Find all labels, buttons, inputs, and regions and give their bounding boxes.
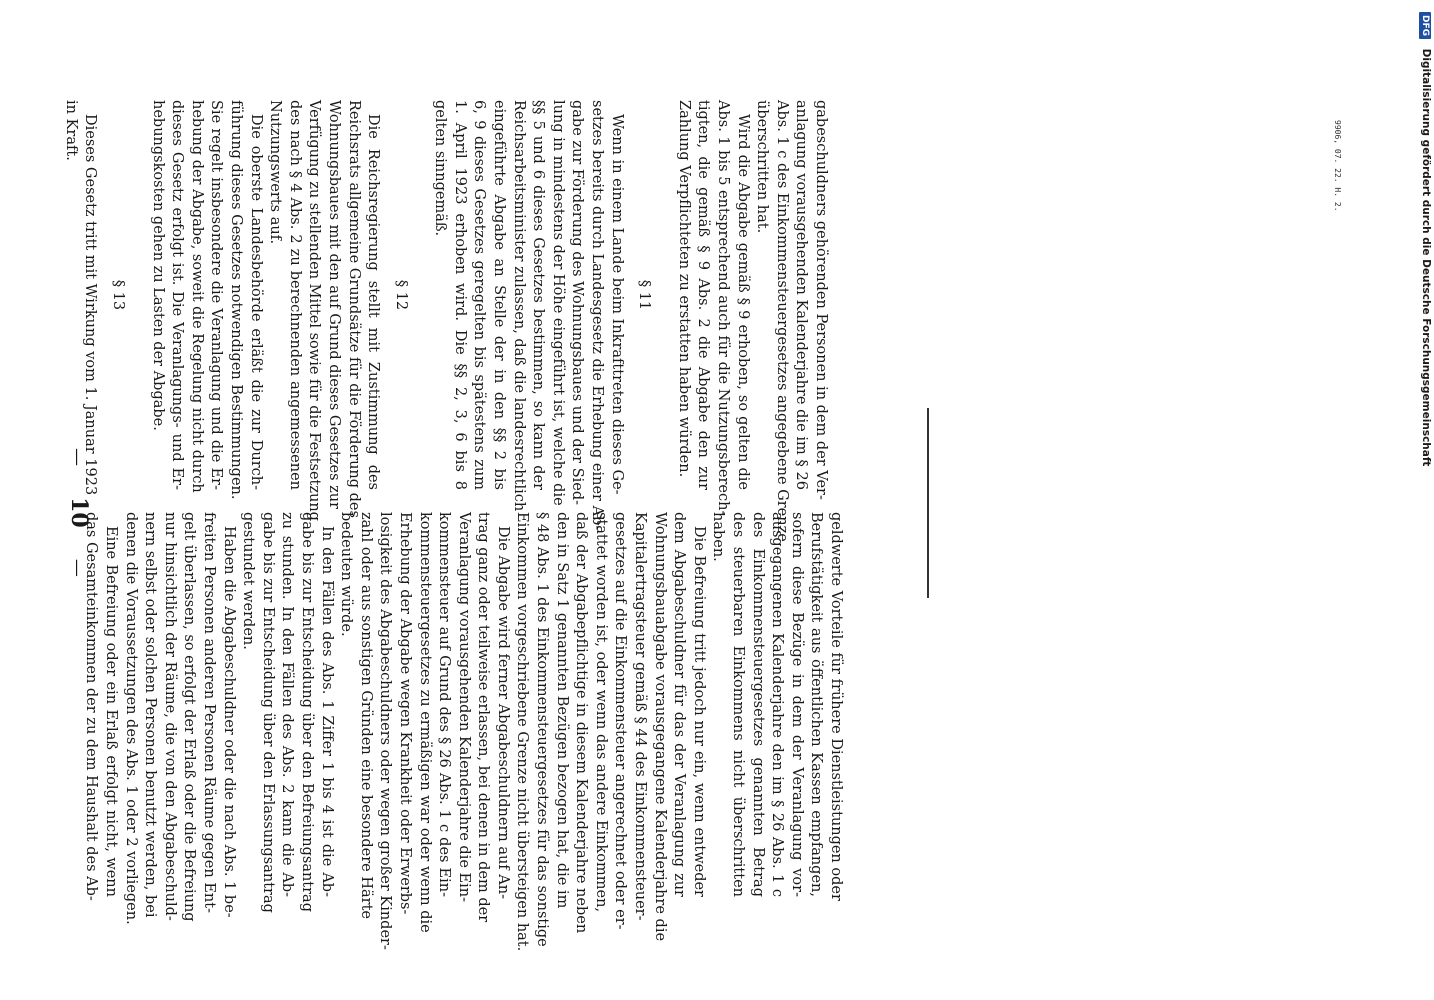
text-line: Dieses Gesetz tritt mit Wirkung vom 1. Januar 1923 (82, 114, 99, 496)
text-line: nern selbst oder solchen Personen benutzt werden, bei (142, 512, 159, 918)
text-line: Wird die Abgabe gemäß § 9 erhoben, so gelten die (734, 114, 751, 490)
text-line: Sie regelt insbesondere die Veranlagung und die Er- (208, 100, 225, 490)
header-dash-left: — (67, 448, 88, 466)
paragraph-2 (673, 100, 751, 516)
text-line: Reichsrats allgemeine Grundsätze für die Förderung des (345, 100, 362, 518)
text-line: §§ 5 und 6 dieses Gesetzes bestimmen, so kann der (530, 100, 547, 490)
text-line: Haben die Abgabeschuldner oder die nach Abs. 1 be- (220, 526, 237, 918)
text-line: hebung der Abgabe, soweit die Regelung nicht durch (188, 100, 205, 493)
text-line: anlagung vorausgehenden Kalenderjahre die im § 26 (793, 100, 810, 490)
text-line: gestundet werden. (240, 512, 257, 650)
text-line: stattet worden ist, oder wenn das andere Einkommen, (592, 512, 609, 913)
text-line: § 48 Abs. 1 des Einkommensteuergesetzes für das sonstige (534, 512, 551, 947)
text-line: Die oberste Landesbehörde erläßt die zur Durch- (247, 114, 264, 490)
left-column-body (81, 512, 845, 952)
text-line: 6, 9 dieses Gesetzes geregelten bis spätestens zum (471, 100, 488, 490)
text-line: das Gesamteinkommen der zu dem Haushalt des Ab- (83, 512, 100, 901)
text-line: Reichsarbeitsminister zulassen, daß die landesrechtlich (510, 100, 527, 512)
text-line: Verfügung zu stellenden Mittel sowie für die Festsetzung (306, 100, 323, 521)
text-line: denen die Voraussetzungen des Abs. 1 oder 2 vorliegen. (122, 512, 139, 925)
text-line: Erhebung der Abgabe wegen Krankheit oder Erwerbs- (396, 512, 413, 915)
paragraph-5 (60, 100, 99, 496)
text-line: eingeführte Abgabe an Stelle der in den §§ 2 bis (491, 100, 508, 490)
text-line: Nutzungswerts auf. (267, 100, 284, 245)
text-line: Eine Befreiung oder ein Erlaß erfolgt nicht, wenn (103, 526, 120, 897)
text-line: trag ganz oder teilweise erlassen, bei denen in dem der (475, 512, 492, 923)
text-line: Wohnungsbaues mit den auf Grund dieses Gesetzes zur (325, 100, 342, 510)
section-13-heading: § 13 (110, 279, 126, 311)
dfg-logo-badge: DFG (1419, 12, 1431, 39)
text-line: Kapitalertragsteuer gemäß § 44 des Einkommensteuer- (632, 512, 649, 921)
text-line: in Kraft. (62, 100, 79, 161)
text-line: führung dieses Gesetzes notwendigen Bestimmungen. (227, 100, 244, 500)
text-line: nur hinsichtlich der Räume, die von den Abgabeschuld- (161, 512, 178, 921)
text-line: freiten Personen anderen Personen Räume gegen Ent- (201, 512, 217, 913)
text-line: 1. April 1923 erhoben wird. Die §§ 2, 3, 6 bis 8 (451, 100, 468, 490)
text-line: setzes bereits durch Landesgesetz die Erhebung einer Ab- (589, 100, 606, 531)
text-line: daß der Abgabepflichtige in diesem Kalenderjahre neben (573, 512, 590, 934)
header-dash-right: — (67, 558, 88, 577)
text-line: hebungskosten gehen zu Lasten der Abgabe. (149, 100, 166, 431)
text-line: Die Befreiung tritt jedoch nur ein, wenn entweder (690, 526, 707, 897)
text-line: des nach § 4 Abs. 2 zu berechnenden angemessenen (286, 100, 303, 490)
text-line: zu stunden. In den Fällen des Abs. 2 kann die Ab- (279, 512, 296, 897)
text-line: Wenn in einem Lande beim Inkrafttreten dieses Ge- (608, 114, 625, 495)
text-line: dem Abgabeschuldner für das der Veranlagung zur (671, 512, 688, 897)
separator-rule (927, 408, 929, 598)
paragraph-4 (147, 100, 382, 521)
section-11-heading: § 11 (636, 279, 653, 311)
text-line: gabeschuldners gehörenden Personen in dem der Ver- (813, 100, 829, 500)
text-line: lung in mindestens der Höhe eingeführt ist, welche die (549, 100, 566, 506)
text-line: gelt überlassen, so erfolgt der Erlaß oder die Befreiung (181, 512, 198, 922)
credit-text: Digitalisierung gefördert durch die Deutsche Forschungsgemeinschaft (1420, 48, 1432, 467)
text-line: gabe bis zur Entscheidung über den Befreiungsantrag (298, 512, 315, 912)
paragraph-1 (752, 100, 830, 542)
text-line: losigkeit des Abgabeschuldners oder wegen großer Kinder- (377, 512, 394, 950)
text-line: gabe bis zur Entscheidung über den Erlassungsantrag (259, 512, 276, 913)
text-line: Zahlung Verpflichteten zu erstatten haben würden. (675, 100, 692, 478)
text-line: kommensteuergesetzes zu ermäßigen war oder wenn die (416, 512, 433, 933)
text-line: haben. (710, 512, 727, 562)
text-line: des Einkommensteuergesetzes genannten Betrag (749, 512, 766, 897)
paragraph-3 (430, 100, 626, 531)
archive-stamp: 9906, 07. 22. H. 2. (1333, 120, 1342, 212)
text-line: Die Abgabe wird ferner Abgabeschuldnern auf An- (494, 526, 511, 899)
text-line: Die Reichsregierung stellt mit Zustimmung des (365, 114, 382, 490)
page-number: 10 (66, 497, 92, 528)
section-12-heading: § 12 (392, 279, 409, 311)
text-line: den in Satz 1 genannten Bezügen bezogen hat, die im (553, 512, 570, 909)
text-line: überschritten hat. (754, 100, 771, 234)
text-line: bedeuten würde. (338, 512, 355, 637)
text-line: zahl oder aus sonstigen Gründen eine besondere Härte (357, 512, 374, 919)
text-line: dieses Gesetz erfolgt ist. Die Veranlagungs- und Er- (169, 100, 186, 490)
text-line: gelten sinngemäß. (432, 100, 449, 237)
text-line: In den Fällen des Abs. 1 Ziffer 1 bis 4 ist die Ab- (318, 526, 335, 897)
digitization-credit (1419, 8, 1432, 466)
text-line: kommensteuer auf Grund des § 26 Abs. 1 c des Ein- (436, 512, 453, 897)
text-line: gesetzes auf die Einkommensteuer angerechnet oder er- (612, 512, 629, 930)
text-line: Berufstätigkeit aus öffentlichen Kassen empfangen, (808, 512, 825, 897)
text-line: Einkommen vorgeschriebene Grenze nicht übersteigen hat. (514, 512, 531, 952)
left-column (81, 512, 845, 952)
text-line: Abs. 1 c des Einkommensteuergesetzes angegebene Grenze (773, 100, 790, 542)
text-line: Wohnungsbauabgabe vorausgegangene Kalenderjahre die (651, 512, 668, 942)
text-line: des steuerbaren Einkommens nicht überschritten (730, 512, 747, 897)
text-line: sofern diese Bezüge in dem der Veranlagung vor- (788, 512, 805, 897)
text-line: Abs. 1 bis 5 entsprechend auch für die Nutzungsberech- (715, 100, 732, 516)
text-line: gabe zur Förderung des Wohnungsbaues und der Sied- (569, 100, 586, 506)
text-line: geldwerte Vorteile für frühere Dienstleistungen oder (828, 512, 844, 901)
text-line: tigten, die gemäß § 9 Abs. 2 die Abgabe den zur (695, 100, 712, 490)
text-line: Veranlagung vorausgehenden Kalenderjahre die Ein- (455, 512, 472, 902)
text-line: ausgegangenen Kalenderjahre den im § 26 Abs. 1 c (769, 512, 786, 897)
